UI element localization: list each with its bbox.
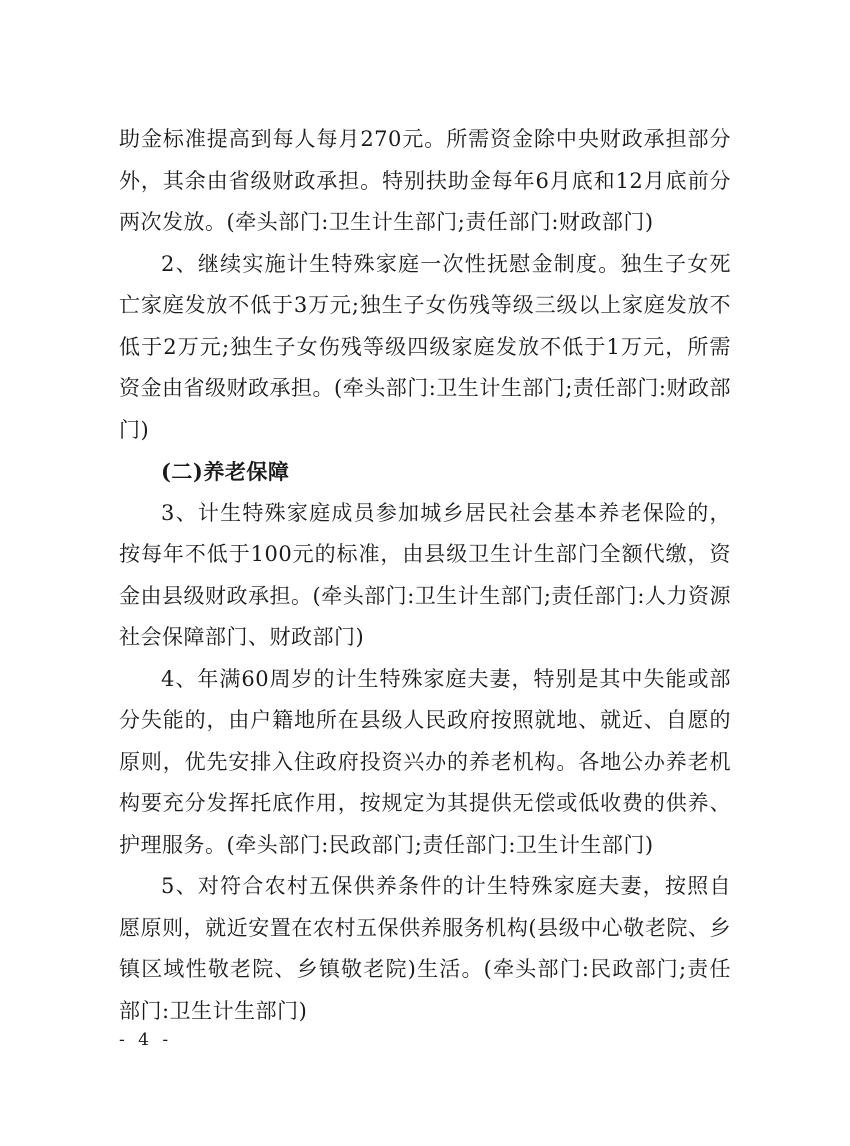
paragraph-continuation: 助金标准提高到每人每月270元。所需资金除中央财政承担部分外，其余由省级财政承担。特别扶助金每年6月底和12月底前分两次发放。(牵头部门:卫生计生部门;责任部门:财政部门): [119, 127, 731, 234]
document-page: [119, 119, 731, 1032]
paragraph-item-2: 2、继续实施计生特殊家庭一次性抚慰金制度。独生子女死亡家庭发放不低于3万元;独生子女伤残等级三级以上家庭发放不低于2万元;独生子女伤残等级四级家庭发放不低于1万元，所需资金由省级财政承担。(牵头部门:卫生计生部门;责任部门:财政部门): [119, 251, 731, 442]
page-number: - 4 -: [119, 1030, 173, 1050]
section-heading-pension: (二)养老保障: [161, 459, 290, 484]
paragraph-item-3: 3、计生特殊家庭成员参加城乡居民社会基本养老保险的，按每年不低于100元的标准，由县级卫生计生部门全额代缴，资金由县级财政承担。(牵头部门:卫生计生部门;责任部门:人力资源社会保障部门、财政部门): [119, 500, 731, 649]
paragraph-item-4: 4、年满60周岁的计生特殊家庭夫妻，特别是其中失能或部分失能的，由户籍地所在县级人民政府按照就地、就近、自愿的原则，优先安排入住政府投资兴办的养老机构。各地公办养老机构要充分发挥托底作用，按规定为其提供无偿或低收费的供养、护理服务。(牵头部门:民政部门;责任部门:卫生计生部门): [119, 666, 731, 857]
paragraph-item-5: 5、对符合农村五保供养条件的计生特殊家庭夫妻，按照自愿原则，就近安置在农村五保供养服务机构(县级中心敬老院、乡镇区域性敬老院、乡镇敬老院)生活。(牵头部门:民政部门;责任部门:卫生计生部门): [119, 874, 731, 1023]
